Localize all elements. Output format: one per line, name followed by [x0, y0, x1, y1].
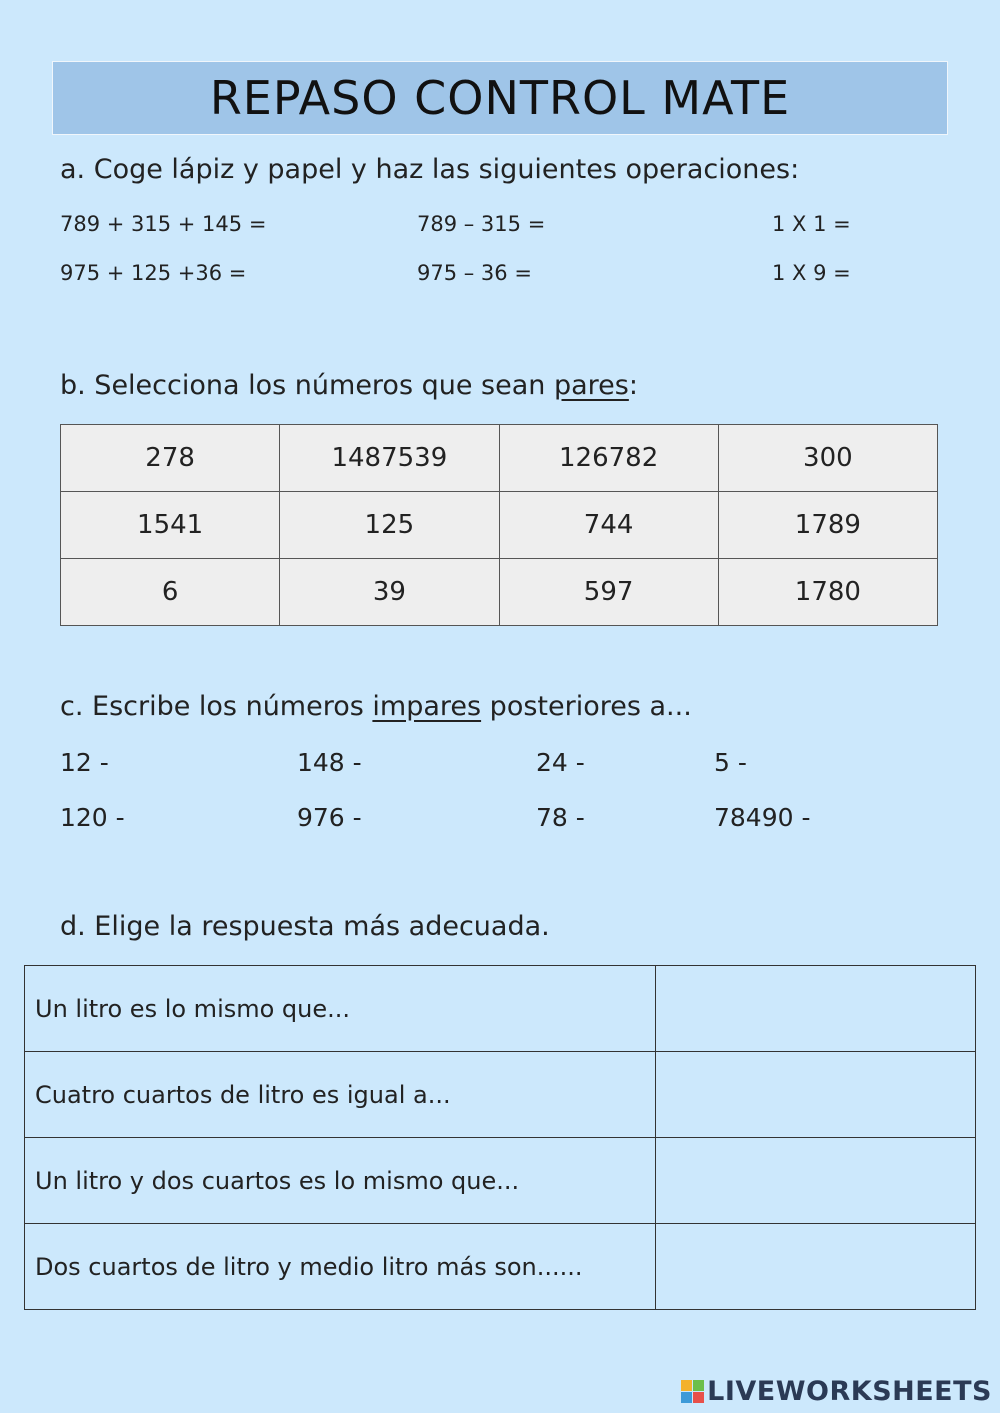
operation-item: 789 + 315 + 145 = — [60, 212, 267, 236]
page-title: REPASO CONTROL MATE — [209, 71, 791, 125]
number-cell[interactable]: 126782 — [499, 425, 718, 492]
number-cell[interactable]: 597 — [499, 559, 718, 626]
section-a-heading: a. Coge lápiz y papel y haz las siguientes operaciones: — [60, 154, 800, 185]
question-cell: Un litro y dos cuartos es lo mismo que... — [25, 1138, 656, 1224]
number-cell[interactable]: 1780 — [718, 559, 937, 626]
answers-table — [24, 965, 976, 1310]
odd-number-prompt: 78 - — [536, 803, 585, 832]
table-row — [25, 1138, 976, 1224]
number-cell[interactable]: 278 — [61, 425, 280, 492]
section-b-heading — [60, 370, 638, 401]
table-row — [25, 1224, 976, 1310]
operation-item: 975 – 36 = — [417, 261, 532, 285]
operation-item: 1 X 1 = — [772, 212, 851, 236]
number-cell[interactable]: 125 — [280, 492, 499, 559]
question-cell: Un litro es lo mismo que... — [25, 966, 656, 1052]
answer-dropdown[interactable] — [655, 1224, 975, 1310]
number-cell[interactable]: 1789 — [718, 492, 937, 559]
table-row — [61, 425, 938, 492]
number-cell[interactable]: 6 — [61, 559, 280, 626]
number-cell[interactable]: 300 — [718, 425, 937, 492]
heading-underlined: pares — [553, 370, 629, 401]
odd-number-prompt: 120 - — [60, 803, 125, 832]
answer-dropdown[interactable] — [655, 1052, 975, 1138]
answer-dropdown[interactable] — [655, 1138, 975, 1224]
operation-item: 975 + 125 +36 = — [60, 261, 247, 285]
question-cell: Dos cuartos de litro y medio litro más son...... — [25, 1224, 656, 1310]
number-cell[interactable]: 1541 — [61, 492, 280, 559]
number-cell[interactable]: 744 — [499, 492, 718, 559]
odd-number-prompt: 976 - — [297, 803, 362, 832]
section-d-heading: d. Elige la respuesta más adecuada. — [60, 911, 550, 942]
logo-mark-icon — [681, 1380, 704, 1403]
odd-number-prompt: 78490 - — [714, 803, 811, 832]
operation-item: 1 X 9 = — [772, 261, 851, 285]
odd-number-prompt: 12 - — [60, 748, 109, 777]
title-banner — [52, 61, 948, 135]
number-cell[interactable]: 39 — [280, 559, 499, 626]
liveworksheets-logo — [681, 1376, 992, 1407]
heading-text: c. Escribe los números — [60, 691, 373, 722]
number-cell[interactable]: 1487539 — [280, 425, 499, 492]
section-c-heading — [60, 691, 692, 722]
even-numbers-table — [60, 424, 938, 626]
operation-item: 789 – 315 = — [417, 212, 546, 236]
table-row — [61, 559, 938, 626]
heading-text: posteriores a... — [481, 691, 692, 722]
answer-dropdown[interactable] — [655, 966, 975, 1052]
odd-number-prompt: 148 - — [297, 748, 362, 777]
odd-number-prompt: 24 - — [536, 748, 585, 777]
odd-number-prompt: 5 - — [714, 748, 747, 777]
logo-text: LIVEWORKSHEETS — [707, 1376, 992, 1407]
heading-underlined: impares — [372, 691, 482, 722]
table-row — [25, 966, 976, 1052]
question-cell: Cuatro cuartos de litro es igual a... — [25, 1052, 656, 1138]
heading-text: : — [628, 370, 638, 401]
table-row — [61, 492, 938, 559]
table-row — [25, 1052, 976, 1138]
heading-text: b. Selecciona los números que sean — [60, 370, 554, 401]
